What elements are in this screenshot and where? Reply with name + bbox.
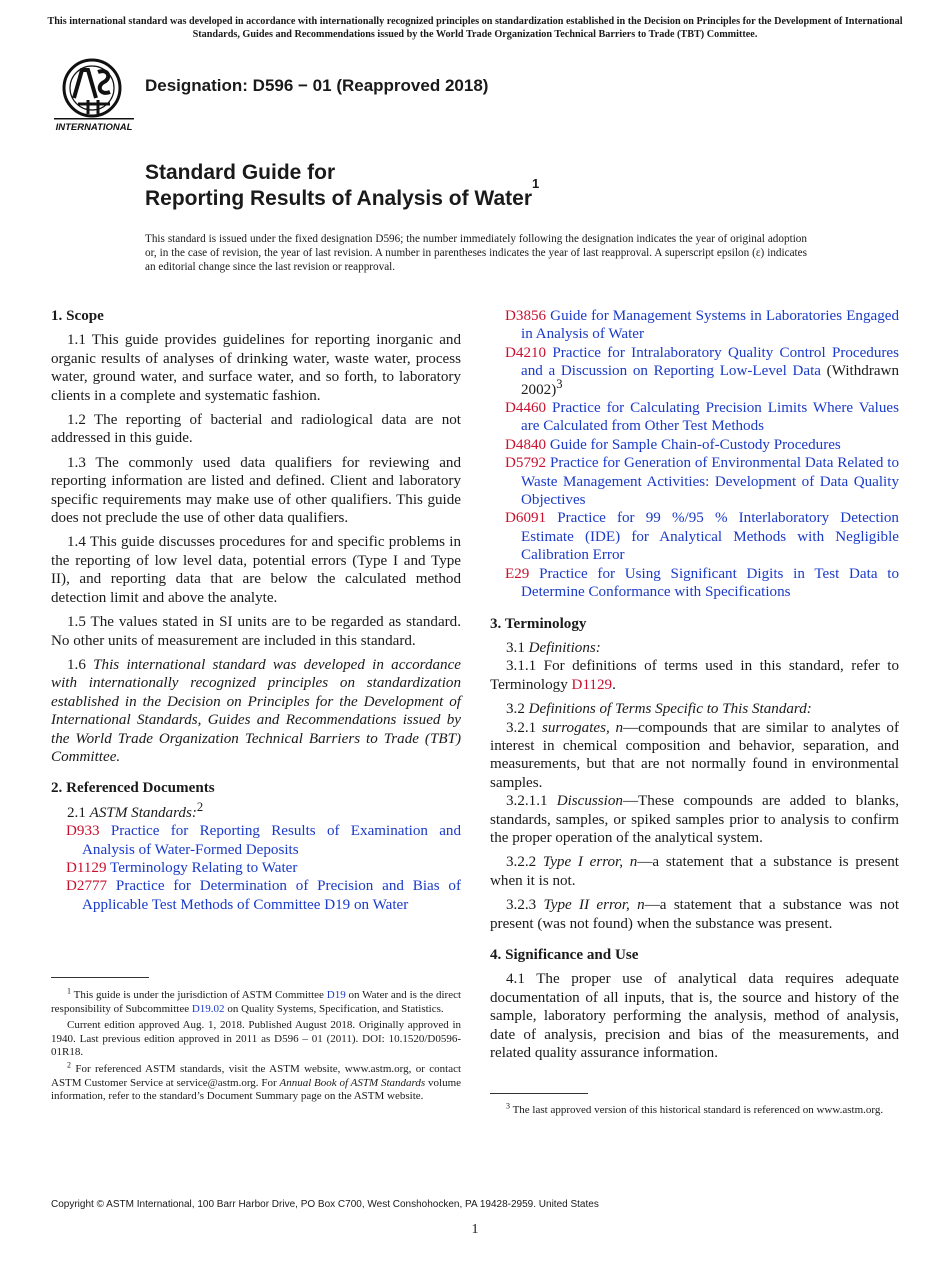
scope-1-3: 1.3 The commonly used data qualifiers for reviewing and reporting information are listed and defined. Client and laboratory specific requirements may make use of other qualifiers. This guide does not preclude the use of other data qualifiers. bbox=[51, 454, 461, 527]
footnotes-right bbox=[490, 1101, 899, 1121]
reference-list-right bbox=[490, 307, 899, 602]
footnote-rule-right bbox=[490, 1093, 588, 1094]
footnote-3: $^3$ The last approved version of this historical standard is referenced on www.astm.org. bbox=[506, 1101, 884, 1116]
scope-1-6: 1.6 This international standard was developed in accordance with internationally recognized principles on standardization established in the Decision on Principles for the Development of International Standards, Guides and Recommendations issued by the World Trade Organization Technical Barriers to Trade (TBT) Committee. bbox=[51, 656, 461, 765]
reference-code-link[interactable]: D4210 bbox=[505, 344, 547, 361]
footnote-1-edition: Current edition approved Aug. 1, 2018. Published August 2018. Originally approved in 1940. Last previous edition approved in 2011 as D596 – 01 (2011). DOI: 10.1520/D0596-01R18. bbox=[51, 1019, 461, 1059]
scope-1-5: 1.5 The values stated in SI units are to be regarded as standard. No other units of measurement are included in this standard. bbox=[51, 614, 461, 649]
reference-title-link[interactable]: Practice for Generation of Environmental Data Related to Waste Management Activities: Development of Data Quality Objectives bbox=[521, 455, 899, 509]
reference-code-link[interactable]: D3856 bbox=[505, 308, 547, 324]
reference-item bbox=[490, 436, 899, 454]
significance-heading: 4. Significance and Use bbox=[490, 947, 639, 963]
terminology-heading: 3. Terminology bbox=[490, 615, 587, 632]
scope-1-2: 1.2 The reporting of bacterial and radiological data are not addressed in this guide. bbox=[51, 412, 461, 447]
reference-title-link[interactable]: Terminology Relating to Water bbox=[110, 859, 298, 876]
reference-withdrawn-note: (Withdrawn 2002) bbox=[521, 363, 899, 398]
link-d19[interactable]: D19 bbox=[326, 989, 346, 1001]
reference-item bbox=[51, 822, 461, 859]
reference-item bbox=[490, 454, 899, 509]
reference-code-link[interactable]: D933 bbox=[66, 823, 100, 840]
reference-code-link[interactable]: D6091 bbox=[505, 510, 547, 527]
astm-logo bbox=[52, 56, 136, 134]
top-notice: This international standard was developed in accordance with internationally recognized principles on standardization established in the Decision on Principles for the Development of International Standards, Guides and Recommendations issued by the World Trade Organization Technical Barriers to Trade (TBT) Committee. bbox=[47, 16, 903, 40]
reference-title-link[interactable]: Practice for Calculating Precision Limits Where Values are Calculated from Other Test Methods bbox=[521, 400, 899, 435]
term-3-2-2: 3.2.2 Type I error, n—a statement that a substance is present when it is not. bbox=[490, 854, 899, 889]
term-3-2-1: 3.2.1 surrogates, n—compounds that are similar to analytes of interest in chemical composition and behavior, separation, and measurements, but that are not normally found in environmental samples. bbox=[490, 719, 900, 791]
reference-title-link[interactable]: Practice for Determination of Precision and Bias of Applicable Test Methods of Committee D19 on Water bbox=[82, 878, 461, 913]
scope-heading: 1. Scope bbox=[51, 308, 104, 324]
scope-1-1: 1.1 This guide provides guidelines for reporting inorganic and organic results of analyses of drinking water, waste water, process water, ground water, and surface water, and so forth, to laboratory clients in a complete and systematic fashion. bbox=[51, 332, 461, 404]
astm-standards-label: 2.1 ASTM Standards:$^2$ bbox=[67, 799, 204, 821]
significance-4-1: 4.1 The proper use of analytical data requires adequate documentation of all inputs, that is, the source and history of the sample, laboratory performing the analysis, method of analysis, date of analysis, precision and bias of the measurements, and related quality assurance information. bbox=[490, 971, 899, 1062]
reference-title-link[interactable]: Guide for Management Systems in Laboratories Engaged in Analysis of Water bbox=[521, 308, 900, 343]
right-column bbox=[490, 307, 899, 1068]
astm-logo-icon bbox=[52, 56, 136, 134]
term-3-2-3: 3.2.3 Type II error, n—a statement that a substance was not present (was not found) when the substance was present. bbox=[490, 897, 900, 932]
term-3-2: 3.2 Definitions of Terms Specific to This Standard: bbox=[506, 701, 812, 718]
document-title bbox=[145, 160, 539, 212]
footnotes-left bbox=[51, 986, 462, 1107]
footnote-1: $^1$ This guide is under the jurisdiction of ASTM Committee D19 on Water and is the direct responsibility of Subcommittee D19.02 on Quality Systems, Specification, and Statistics. bbox=[51, 986, 462, 1015]
reference-item bbox=[490, 344, 899, 399]
left-column bbox=[51, 307, 461, 914]
logo-text: INTERNATIONAL bbox=[55, 122, 133, 133]
reference-code-link[interactable]: D5792 bbox=[505, 455, 547, 472]
reference-title-link[interactable]: Practice for 99 %/95 % Interlaboratory Detection Estimate (IDE) for Analytical Methods with Negligible Calibration Error bbox=[521, 510, 899, 564]
page-number: 1 bbox=[471, 1222, 479, 1237]
link-d19-02[interactable]: D19.02 bbox=[191, 1002, 225, 1015]
title-line-1: Standard Guide for bbox=[145, 161, 336, 184]
reference-item bbox=[490, 307, 899, 344]
reference-title-link[interactable]: Guide for Sample Chain-of-Custody Procedures bbox=[549, 436, 841, 453]
reference-list-left bbox=[51, 822, 461, 914]
reference-title-link[interactable]: Practice for Reporting Results of Examination and Analysis of Water-Formed Deposits bbox=[82, 823, 461, 858]
title-footnote-mark: 1 bbox=[532, 176, 540, 191]
term-3-1: 3.1 Definitions: bbox=[506, 639, 601, 656]
reference-code-link[interactable]: D4840 bbox=[505, 436, 547, 453]
copyright-line: Copyright © ASTM International, 100 Barr Harbor Drive, PO Box C700, West Conshohocken, PA 19428-2959. United States bbox=[51, 1199, 599, 1210]
reference-title-link[interactable]: Practice for Using Significant Digits in Test Data to Determine Conformance with Specifications bbox=[521, 565, 899, 601]
footnote-2: $^2$ For referenced ASTM standards, visit the ASTM website, www.astm.org, or contact ASTM Customer Service at service@astm.org. For Annual Book of ASTM Standards volume information, refer to the standard’s Document Summary page on the ASTM website. bbox=[51, 1060, 462, 1103]
reference-item bbox=[490, 509, 899, 564]
reference-item bbox=[490, 399, 899, 436]
reference-code-link[interactable]: D4460 bbox=[505, 400, 547, 417]
term-3-2-1-1: 3.2.1.1 Discussion—These compounds are added to blanks, standards, samples, or spiked samples prior to analysis to confirm the proper operation of the analytical system. bbox=[490, 793, 899, 846]
footnote-rule-left bbox=[51, 977, 149, 978]
title-line-2: Reporting Results of Analysis of Water$^1$ bbox=[145, 176, 540, 210]
reference-item bbox=[51, 877, 461, 914]
link-d1129-terminology[interactable]: D1129 bbox=[571, 676, 613, 693]
issue-note: This standard is issued under the fixed designation D596; the number immediately following the designation indicates the year of original adoption or, in the case of revision, the year of last revision. A number in parentheses indicates the year of last reapproval. A superscript epsilon (ε) indicates an editorial change since the last revision or reapproval. bbox=[145, 233, 807, 273]
reference-footnote-mark: 3 bbox=[556, 376, 563, 391]
reference-item bbox=[490, 565, 899, 602]
reference-title-link[interactable]: Practice for Intralaboratory Quality Control Procedures and a Discussion on Reporting Low-Level Data bbox=[521, 344, 900, 380]
term-3-1-1: 3.1.1 For definitions of terms used in this standard, refer to Terminology D1129. bbox=[490, 658, 899, 693]
reference-code-link[interactable]: D2777 bbox=[66, 878, 108, 895]
reference-code-link[interactable]: E29 bbox=[505, 565, 530, 582]
scope-1-4: 1.4 This guide discusses procedures for and specific problems in the reporting of low level data, potential errors (Type I and Type II), and reporting data that are below the calculated method detection limit and above the analyte. bbox=[51, 534, 461, 606]
reference-code-link[interactable]: D1129 bbox=[66, 859, 107, 876]
reference-item bbox=[51, 859, 461, 877]
referenced-heading: 2. Referenced Documents bbox=[51, 780, 215, 797]
designation: Designation: D596 − 01 (Reapproved 2018) bbox=[145, 76, 489, 95]
